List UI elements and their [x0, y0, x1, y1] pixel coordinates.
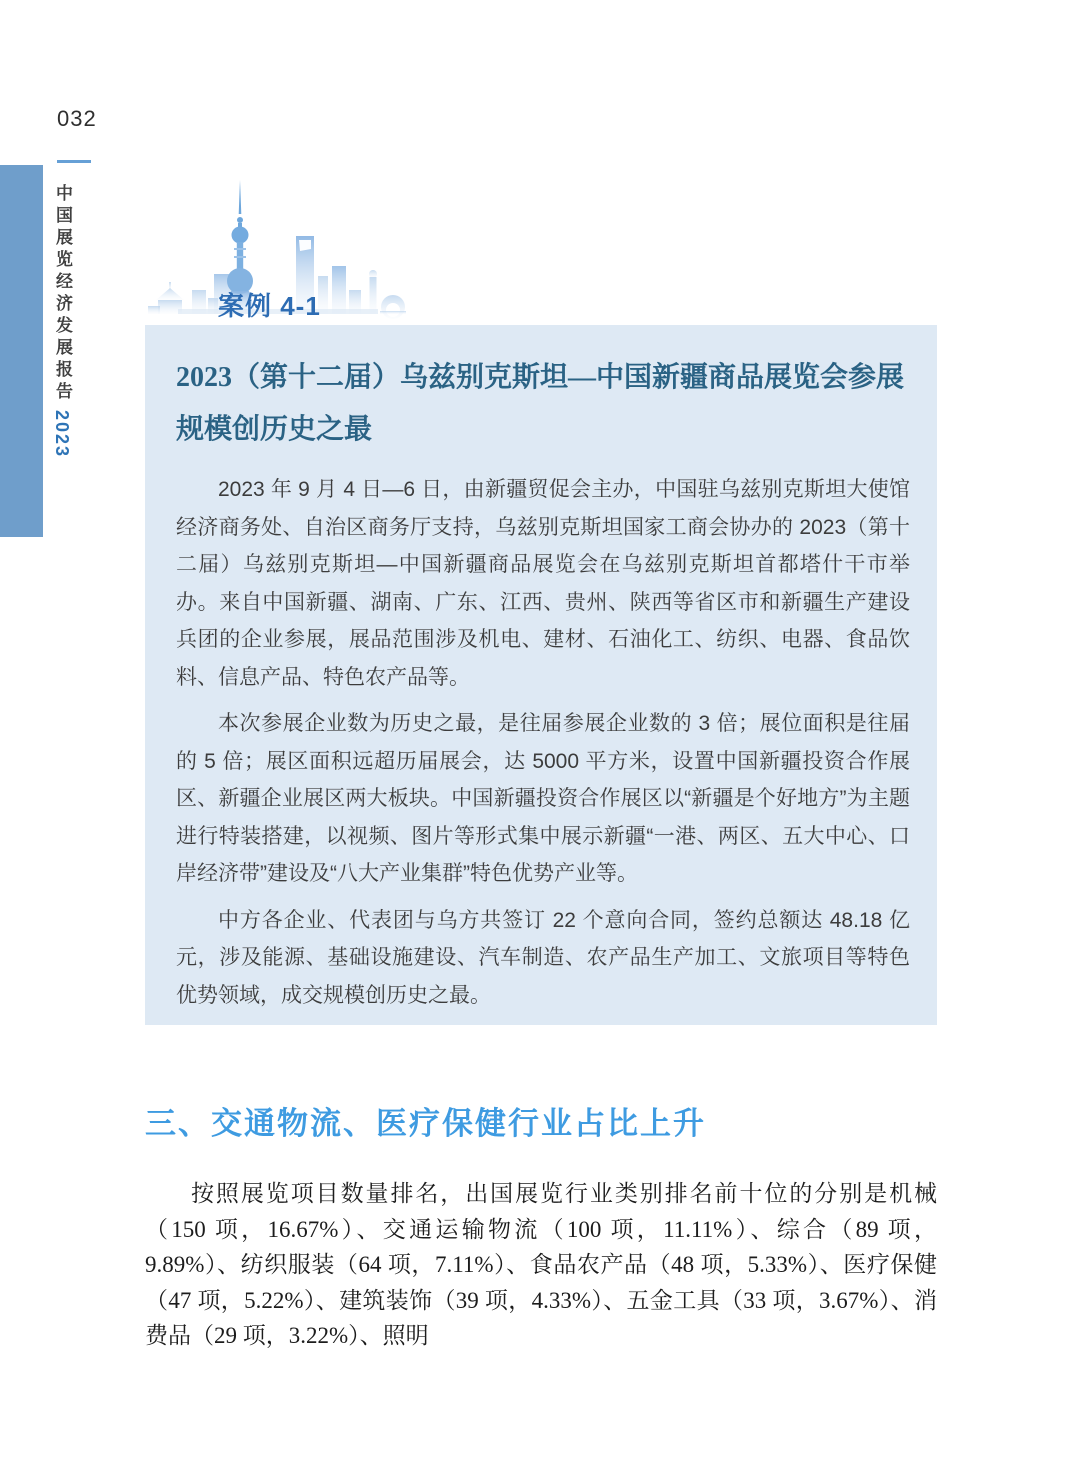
case-study-box: [145, 325, 937, 1025]
sidebar-book-year: 2023: [52, 410, 72, 459]
page-number-rule: [57, 160, 91, 163]
case-paragraph: 本次参展企业数为历史之最，是往届参展企业数的 3 倍；展位面积是往届的 5 倍；展区面积远超历届展会，达 5000 平方米，设置中国新疆投资合作展区、新疆企业展区两大板块。中国新疆投资合作展区以“新疆是个好地方”为主题进行特装搭建，以视频、图片等形式集中展示新疆“一港、两区、五大中心、口岸经济带”建设及“八大产业集群”特色优势产业等。: [176, 712, 910, 885]
case-label: 案例 4-1: [218, 291, 321, 321]
case-title: 2023（第十二届）乌兹别克斯坦—中国新疆商品展览会参展规模创历史之最: [176, 362, 905, 445]
sidebar-book-title: [50, 184, 75, 458]
case-paragraph: 中方各企业、代表团与乌方共签订 22 个意向合同，签约总额达 48.18 亿元，涉及能源、基础设施建设、汽车制造、农产品生产加工、文旅项目等特色优势领域，成交规模创历史之最。: [176, 908, 910, 1007]
sidebar-book-title-text: 中国展览经济发展报告: [53, 184, 72, 404]
section-body-paragraph: 按照展览项目数量排名，出国展览行业类别排名前十位的分别是机械（150 项，16.67%）、交通运输物流（100 项，11.11%）、综合（89 项，9.89%）、纺织服装（64 项，7.11%）、食品农产品（48 项，5.33%）、医疗保健（47 项，5.22%）、建筑装饰（39 项，4.33%）、五金工具（33 项，3.67%）、消费品（29 项，3.22%）、照明: [145, 1181, 937, 1348]
section-heading: 三、交通物流、医疗保健行业占比上升: [145, 1106, 706, 1141]
page-number: 032: [57, 106, 97, 131]
case-paragraph: 2023 年 9 月 4 日—6 日，由新疆贸促会主办，中国驻乌兹别克斯坦大使馆经济商务处、自治区商务厅支持，乌兹别克斯坦国家工商会协办的 2023（第十二届）乌兹别克斯坦—中国新疆商品展览会在乌兹别克斯坦首都塔什干市举办。来自中国新疆、湖南、广东、江西、贵州、陕西等省区市和新疆生产建设兵团的企业参展，展品范围涉及机电、建材、石油化工、纺织、电器、食品饮料、信息产品、特色农产品等。: [176, 478, 910, 689]
side-band: [0, 165, 43, 537]
